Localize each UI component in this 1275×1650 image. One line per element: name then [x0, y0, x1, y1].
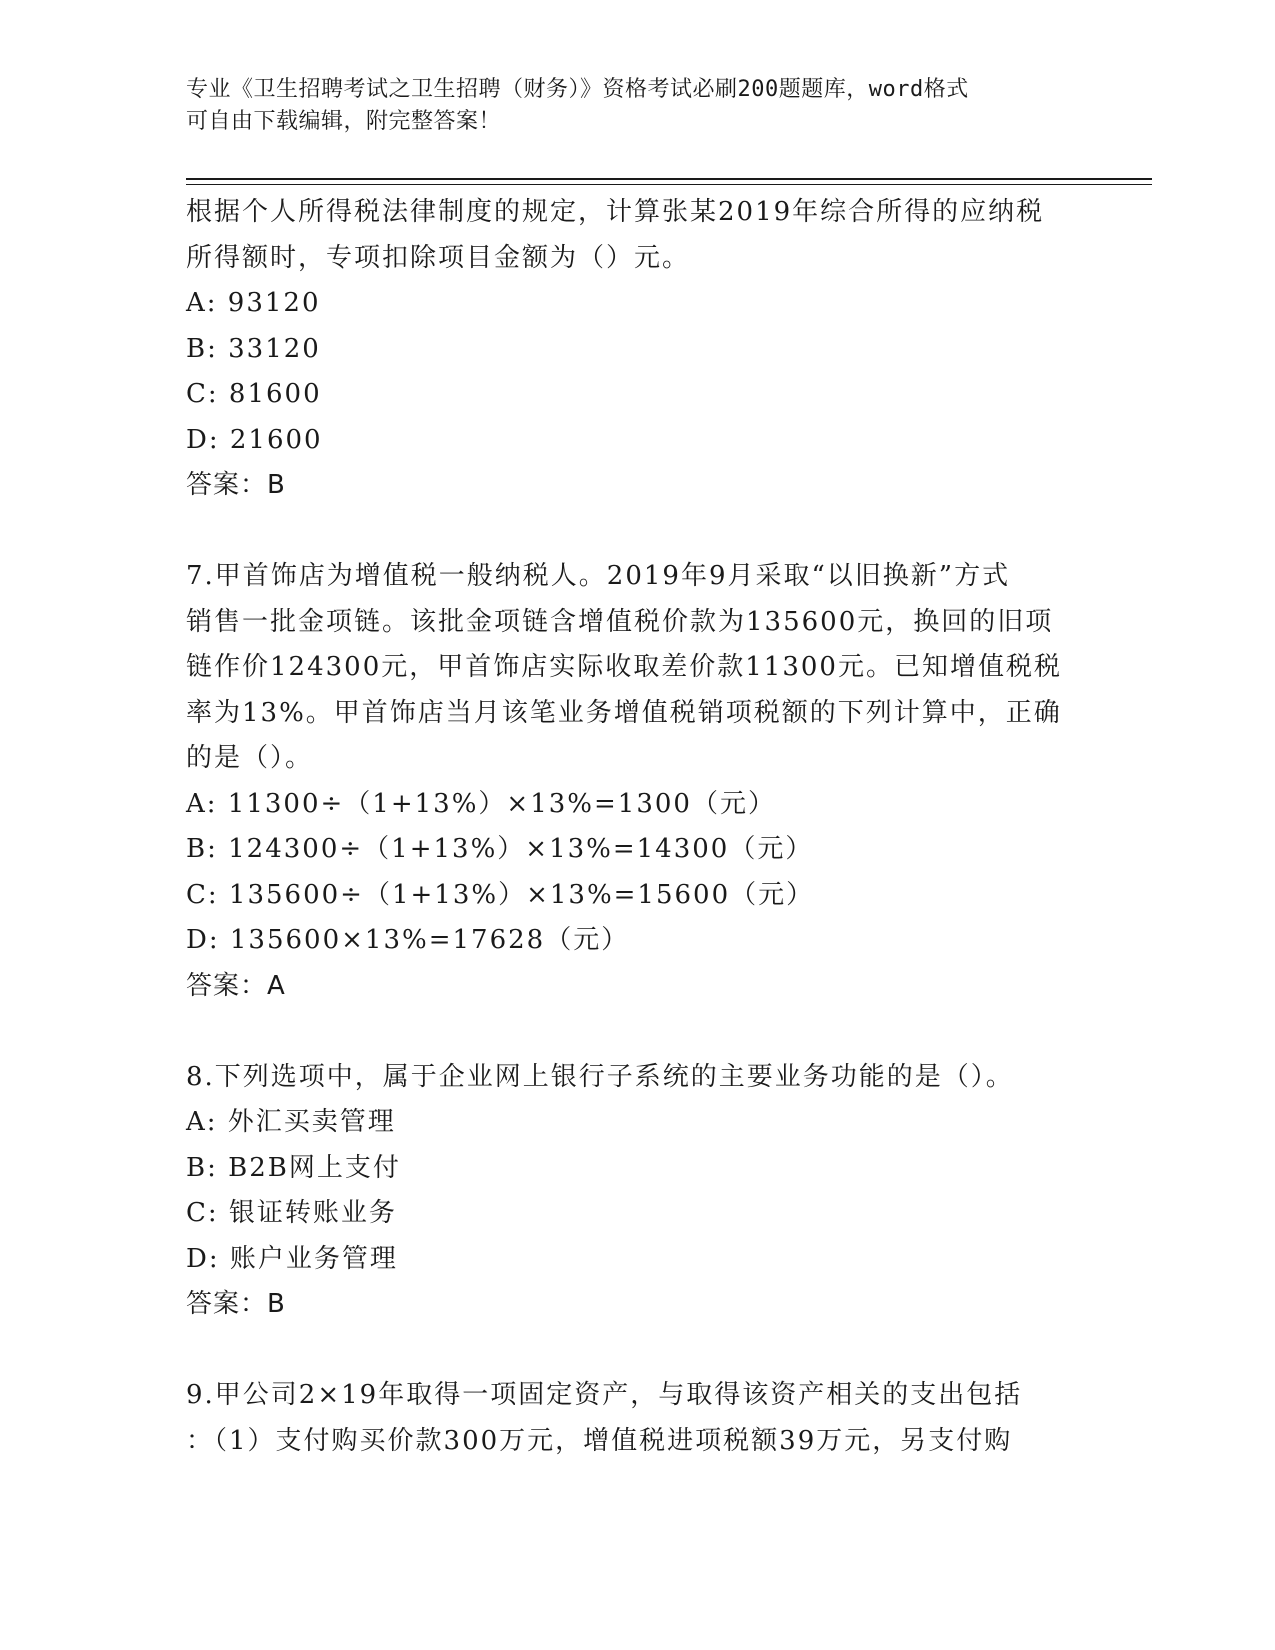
option-b: B: 33120 — [186, 333, 321, 364]
answer-label: 答案：B — [186, 1289, 286, 1319]
option-d: D: 135600×13%=17628（元） — [186, 925, 630, 955]
question-stem-line: 根据个人所得税法律制度的规定，计算张某2019年综合所得的应纳税 — [186, 197, 1045, 227]
option-b: B: 124300÷（1+13%）×13%=14300（元） — [186, 834, 814, 864]
option-d: D: 21600 — [186, 424, 323, 455]
header-rule-thin — [186, 184, 1152, 185]
question-stem-line: 7.甲首饰店为增值税一般纳税人。2019年9月采取“以旧换新”方式 — [186, 561, 1011, 591]
question-6 — [186, 190, 1086, 509]
document-header — [186, 74, 1066, 138]
answer-label: 答案：B — [186, 470, 286, 500]
question-stem-line: 8.下列选项中，属于企业网上银行子系统的主要业务功能的是（）。 — [186, 1061, 1014, 1092]
answer-label: 答案：A — [186, 970, 286, 1001]
question-stem-line: 所得额时，专项扣除项目金额为（）元。 — [186, 242, 691, 273]
question-stem-line: ：（1）支付购买价款300万元，增值税进项税额39万元，另支付购 — [186, 1425, 1013, 1456]
option-b: B: B2B网上支付 — [186, 1152, 401, 1183]
question-9 — [186, 1373, 1086, 1464]
option-a: A: 93120 — [186, 288, 321, 318]
option-c: C: 银证转账业务 — [186, 1198, 397, 1228]
header-rule-thick — [186, 178, 1152, 180]
option-a: A: 11300÷（1+13%）×13%=1300（元） — [186, 788, 776, 819]
option-c: C: 135600÷（1+13%）×13%=15600（元） — [186, 879, 815, 910]
question-stem-line: 9.甲公司2×19年取得一项固定资产，与取得该资产相关的支出包括 — [186, 1380, 1023, 1410]
question-stem-line: 率为13%。甲首饰店当月该笔业务增值税销项税额的下列计算中，正确 — [186, 697, 1062, 728]
header-line-1: 专业《卫生招聘考试之卫生招聘（财务）》资格考试必刷200题题库，word格式 — [186, 77, 969, 102]
header-line-2: 可自由下载编辑，附完整答案！ — [186, 109, 502, 134]
option-c: C: 81600 — [186, 379, 322, 409]
question-8 — [186, 1055, 1086, 1328]
question-list — [186, 190, 1086, 1464]
question-7 — [186, 554, 1086, 1009]
question-stem-line: 链作价124300元，甲首饰店实际收取差价款11300元。已知增值税税 — [186, 652, 1062, 682]
question-stem-line: 销售一批金项链。该批金项链含增值税价款为135600元，换回的旧项 — [186, 606, 1054, 637]
option-a: A: 外汇买卖管理 — [186, 1107, 396, 1137]
question-stem-line: 的是（）。 — [186, 743, 314, 773]
option-d: D: 账户业务管理 — [186, 1243, 398, 1274]
